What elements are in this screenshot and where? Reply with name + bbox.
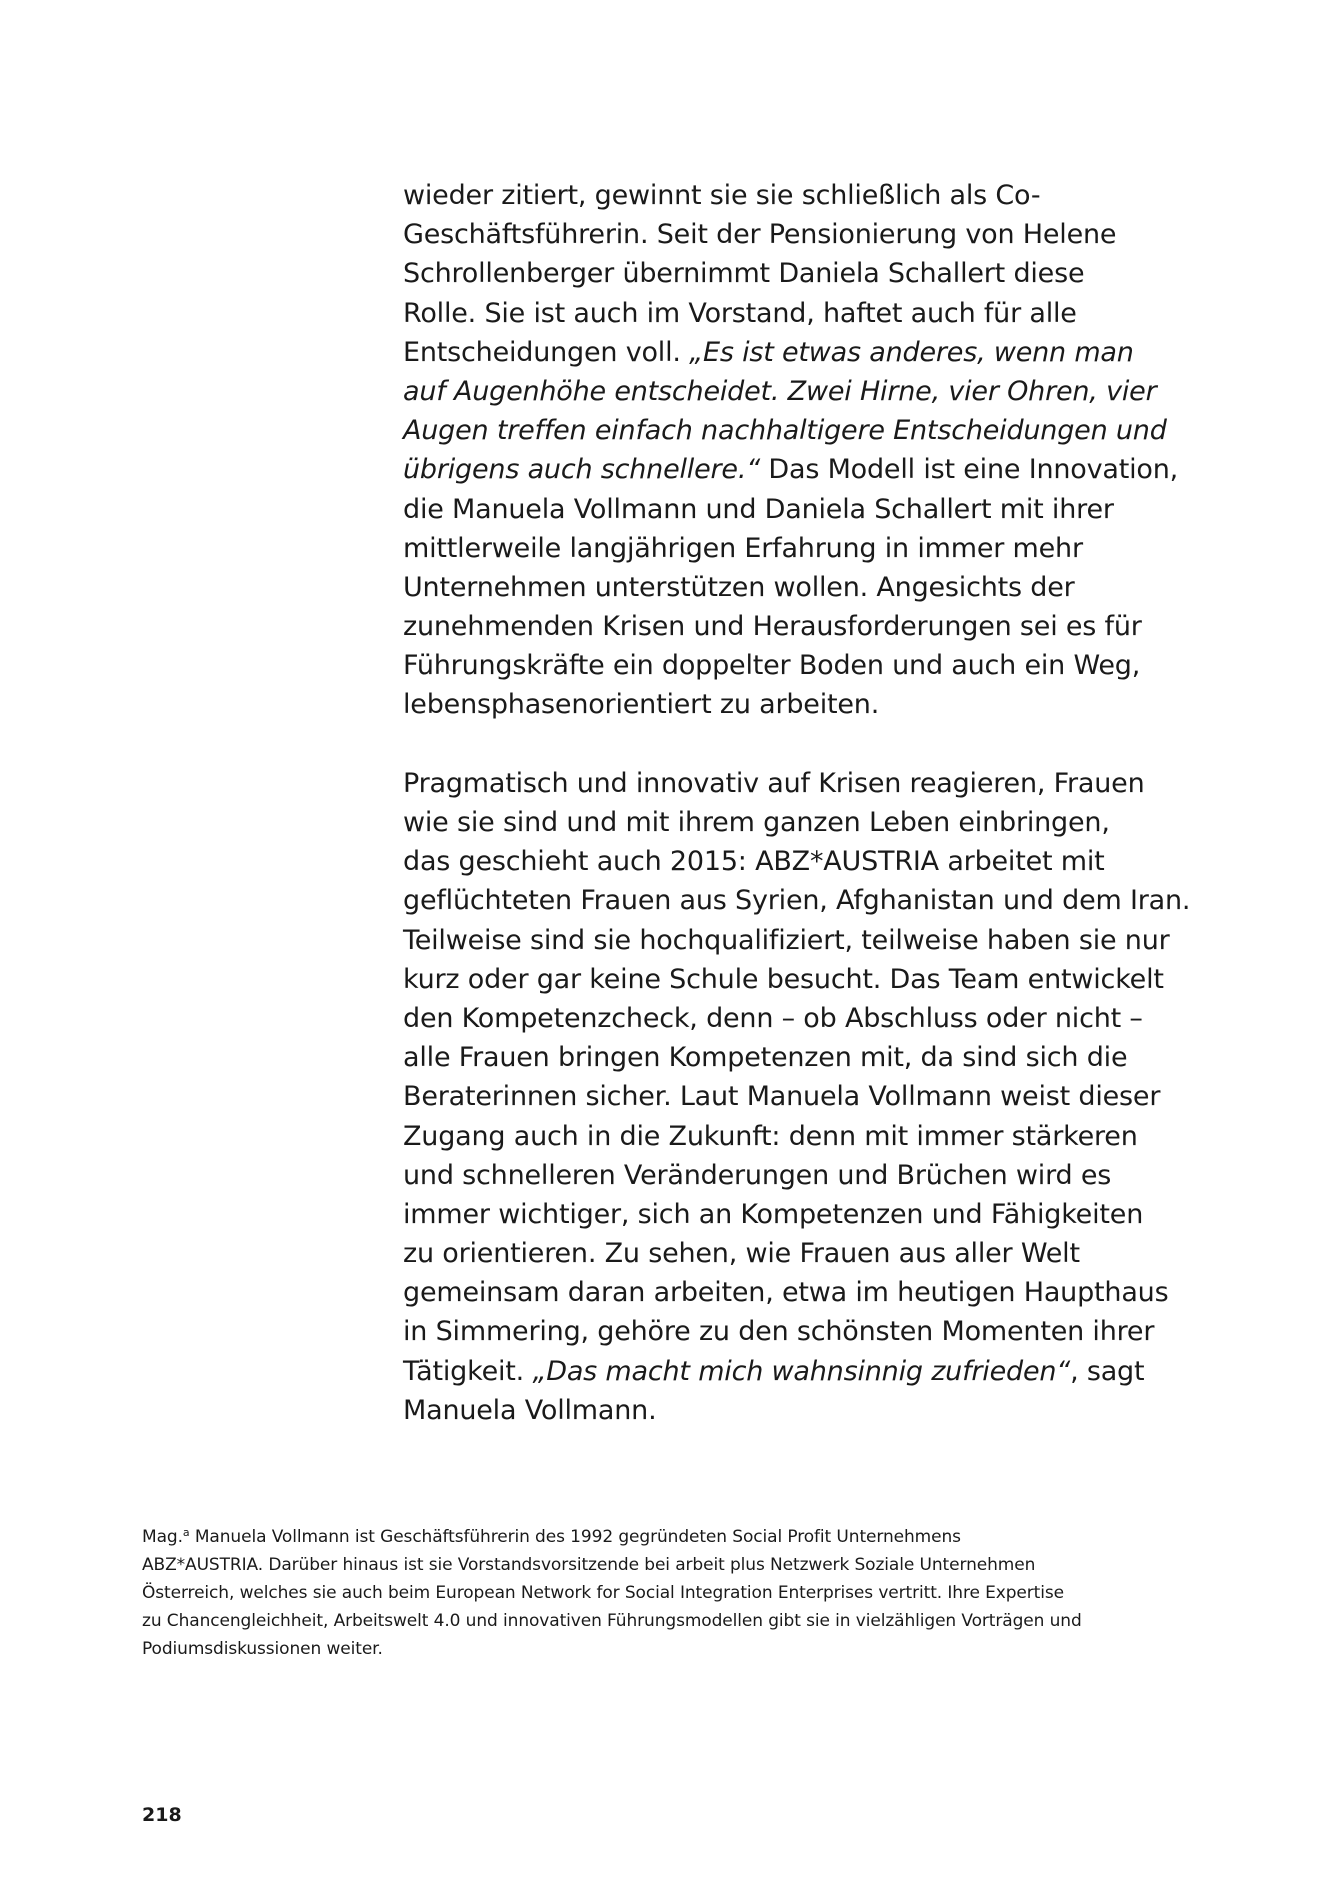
quote-text: auf Augenhöhe entscheidet. Zwei Hirne, vier Ohren, vier (403, 375, 1157, 407)
text-line: Geschäftsführerin. Seit der Pensionierung von Helene (403, 219, 1117, 251)
text-line: Pragmatisch und innovativ auf Krisen reagieren, Frauen (403, 767, 1145, 799)
paragraph-spacer (403, 725, 1173, 764)
text-line: das geschieht auch 2015: ABZ*AUSTRIA arbeitet mit (403, 846, 1105, 878)
bio-line: Österreich, welches sie auch beim European Network for Social Integration Enterprises vertritt. Ihre Expertise (142, 1583, 1064, 1603)
bio-line: ABZ*AUSTRIA. Darüber hinaus ist sie Vorstandsvorsitzende bei arbeit plus Netzwerk Soziale Unternehmen (142, 1555, 1036, 1575)
text-line: Teilweise sind sie hochqualifiziert, teilweise haben sie nur (403, 924, 1170, 956)
text-line: Rolle. Sie ist auch im Vorstand, haftet auch für alle (403, 297, 1077, 329)
page-number: 218 (142, 1804, 182, 1826)
text-line: die Manuela Vollmann und Daniela Schallert mit ihrer (403, 493, 1114, 525)
text-line: gemeinsam daran arbeiten, etwa im heutigen Haupthaus (403, 1277, 1169, 1309)
main-body-text (403, 176, 1191, 1430)
bio-superscript: a (182, 1526, 190, 1539)
text-line: Führungskräfte ein doppelter Boden und auch ein Weg, (403, 650, 1141, 682)
text-line: immer wichtiger, sich an Kompetenzen und Fähigkeiten (403, 1198, 1144, 1230)
text-line: mittlerweile langjährigen Erfahrung in immer mehr (403, 532, 1083, 564)
text-line: Schrollenberger übernimmt Daniela Schallert diese (403, 258, 1085, 290)
text-line: Unternehmen unterstützen wollen. Angesichts der (403, 571, 1075, 603)
quote-text: Augen treffen einfach nachhaltigere Entscheidungen und (403, 415, 1167, 447)
quote-text: „Es ist etwas anderes, wenn man (689, 336, 1134, 368)
text-line: den Kompetenzcheck, denn – ob Abschluss oder nicht – (403, 1002, 1143, 1034)
text-line: wie sie sind und mit ihrem ganzen Leben einbringen, (403, 807, 1110, 838)
text-line (403, 1352, 1173, 1391)
text-line (403, 372, 1173, 411)
text-line: Manuela Vollmann. (403, 1394, 657, 1426)
paragraph-1 (403, 176, 1179, 725)
quote-text: übrigens auch schnellere.“ (403, 454, 761, 486)
author-bio (142, 1523, 1182, 1663)
text-line (403, 450, 1179, 489)
text-line: geflüchteten Frauen aus Syrien, Afghanistan und dem Iran. (403, 885, 1191, 917)
text-line (403, 411, 1173, 450)
text-fragment: Tätigkeit. (403, 1355, 533, 1387)
text-line: in Simmering, gehöre zu den schönsten Momenten ihrer (403, 1316, 1155, 1348)
bio-fragment: Mag. (142, 1527, 183, 1547)
text-line: Zugang auch in die Zukunft: denn mit immer stärkeren (403, 1120, 1138, 1152)
bio-line (142, 1523, 1182, 1551)
text-fragment: Das Modell ist eine Innovation, (760, 454, 1179, 486)
text-line (403, 333, 1173, 372)
text-line: wieder zitiert, gewinnt sie sie schließlich als Co- (403, 180, 1041, 211)
text-line: alle Frauen bringen Kompetenzen mit, da sind sich die (403, 1042, 1128, 1074)
bio-line: Podiumsdiskussionen weiter. (142, 1639, 383, 1659)
paragraph-2 (403, 764, 1191, 1430)
text-line: Beraterinnen sicher. Laut Manuela Vollmann weist dieser (403, 1081, 1161, 1113)
text-fragment: Entscheidungen voll. (403, 336, 690, 368)
text-line: zunehmenden Krisen und Herausforderungen sei es für (403, 611, 1142, 643)
text-line: kurz oder gar keine Schule besucht. Das Team entwickelt (403, 963, 1164, 995)
text-fragment: , sagt (1070, 1355, 1145, 1387)
quote-text: „Das macht mich wahnsinnig zufrieden“ (532, 1355, 1071, 1387)
text-line: zu orientieren. Zu sehen, wie Frauen aus aller Welt (403, 1238, 1080, 1270)
bio-fragment: Manuela Vollmann ist Geschäftsführerin des 1992 gegründeten Social Profit Unternehmens (189, 1527, 961, 1547)
bio-line: zu Chancengleichheit, Arbeitswelt 4.0 und innovativen Führungsmodellen gibt sie in vielzähligen Vorträgen und (142, 1611, 1082, 1631)
text-line: und schnelleren Veränderungen und Brüchen wird es (403, 1159, 1112, 1191)
text-line: lebensphasenorientiert zu arbeiten. (403, 689, 880, 721)
